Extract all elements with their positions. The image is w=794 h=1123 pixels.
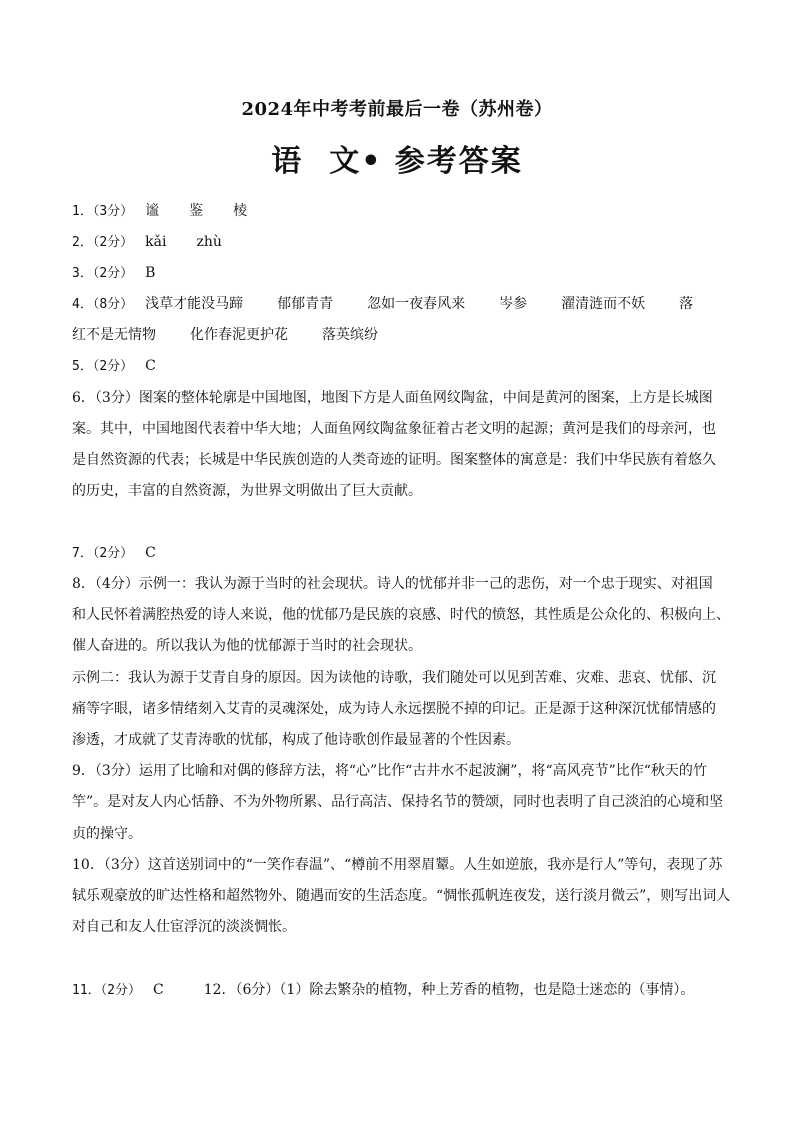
answer-q6-line-2: 案。其中，中国地图代表着中华大地；人面鱼网纹陶盆象征着古老文明的起源；黄河是我们的母亲河，也: [72, 421, 716, 437]
q4-answer-8: 落英缤纷: [322, 327, 378, 343]
q11-label: 11．（2分）: [72, 983, 141, 998]
q4-answer-1: 浅草才能没马蹄: [145, 296, 244, 312]
answer-q3: [72, 263, 732, 284]
subtitle-char-yu: 语: [271, 144, 304, 179]
answer-q7: [72, 543, 732, 564]
q11-answer: C: [152, 982, 164, 998]
q1-answer-2: 鉴: [189, 203, 204, 219]
answer-q5: [72, 356, 732, 377]
q4-label: 4．（8分）: [72, 297, 134, 312]
q4-answer-3: 忽如一夜春风来: [367, 296, 466, 312]
q4-answer-6-end: 红不是无情物: [72, 327, 156, 343]
q2-answer-2: zhù: [196, 234, 222, 250]
page-title: 2024年中考考前最后一卷（苏州卷）: [241, 99, 553, 120]
answer-q2: [72, 232, 732, 253]
q3-answer: B: [145, 265, 156, 281]
q7-label: 7．（2分）: [72, 546, 134, 561]
q4-answer-7: 化作春泥更护花: [190, 327, 288, 343]
answer-q9-line-2: 竿”。是对友人内心恬静、不为外物所累、品行高洁、保持名节的赞颂，同时也表明了自己淡泊的心境和坚: [72, 794, 724, 810]
q7-answer: C: [145, 545, 156, 561]
answer-q10-line-1: 10．（3分）这首送别词中的“一笑作春温”、“樽前不用翠眉颦。人生如逆旅，我亦是行人”等句，表现了苏: [72, 857, 723, 873]
answer-q1: [72, 201, 732, 222]
q4-answer-6-start: 落: [679, 296, 694, 312]
answer-q10-line-3: 对自己和友人仕宦浮沉的淡淡惆怅。: [72, 919, 296, 935]
answer-q4-line-1: [72, 294, 732, 315]
answer-q6-line-3: 是自然资源的代表；长城是中华民族创造的人类奇迹的证明。图案整体的寓意是：我们中华民族有着悠久: [72, 452, 716, 468]
page-subtitle: [0, 136, 794, 180]
answer-q11-q12: [72, 980, 732, 1001]
answer-q10-line-2: 轼乐观豪放的旷达性格和超然物外、随遇而安的生活态度。“惆怅孤帆连夜发，送行淡月微云”，则写出词人: [72, 888, 731, 904]
answer-q8-line-5: 痛等字眼，诸多情绪刻入艾青的灵魂深处，成为诗人永远摆脱不掉的印记。正是源于这种深沉忧郁情感的: [72, 701, 716, 717]
answer-q6-line-1: 6．（3分）图案的整体轮廓是中国地图，地图下方是人面鱼网纹陶盆，中间是黄河的图案，上方是长城图: [72, 390, 713, 406]
q4-answer-4: 岑参: [499, 296, 528, 312]
answer-q8-line-4: 示例二：我认为源于艾青自身的原因。因为读他的诗歌，我们随处可以见到苦难、灾难、悲哀、忧郁、沉: [72, 670, 716, 686]
q1-answer-1: 谧: [145, 203, 160, 219]
q3-label: 3．（2分）: [72, 266, 134, 281]
q12-answer: 12．（6分）（1）除去繁杂的植物，种上芳香的植物，也是隐士迷恋的（事情）。: [203, 982, 695, 998]
answer-q4-line-2: [72, 325, 732, 345]
q1-answer-3: 棱: [233, 203, 248, 219]
answer-q9-line-1: 9．（3分）运用了比喻和对偶的修辞方法，将“心”比作“古井水不起波澜”，将“高风亮节”比作“秋天的竹: [72, 763, 707, 779]
subtitle-answer-key: • 参考答案: [361, 144, 523, 179]
answer-q6-line-4: 的历史，丰富的自然资源，为世界文明做出了巨大贡献。: [72, 483, 422, 499]
answer-q8-line-3: 催人奋进的。所以我认为他的忧郁源于当时的社会现状。: [72, 638, 422, 654]
answer-q8-line-2: 和人民怀着满腔热爱的诗人来说，他的忧郁乃是民族的哀感、时代的愤怒，其性质是公众化的、积极向上、: [72, 607, 730, 623]
answer-q8-line-6: 渗透，才成就了艾青涛歌的忧郁，构成了他诗歌创作最显著的个性因素。: [72, 732, 520, 748]
q1-label: 1．（3分）: [72, 204, 134, 219]
q5-label: 5．（2分）: [72, 359, 134, 374]
q4-answer-2: 郁郁青青: [277, 296, 334, 312]
q5-answer: C: [145, 358, 156, 374]
answer-q9-line-3: 贞的操守。: [72, 826, 142, 842]
q4-answer-5: 濯清涟而不妖: [561, 296, 646, 312]
q2-answer-1: kǎi: [145, 234, 167, 250]
subtitle-char-wen: 文: [329, 144, 362, 179]
q2-label: 2．（2分）: [72, 235, 134, 250]
answer-q8-line-1: 8．（4分）示例一：我认为源于当时的社会现状。诗人的忧郁并非一己的悲伤，对一个忠于现实、对祖国: [72, 576, 713, 592]
